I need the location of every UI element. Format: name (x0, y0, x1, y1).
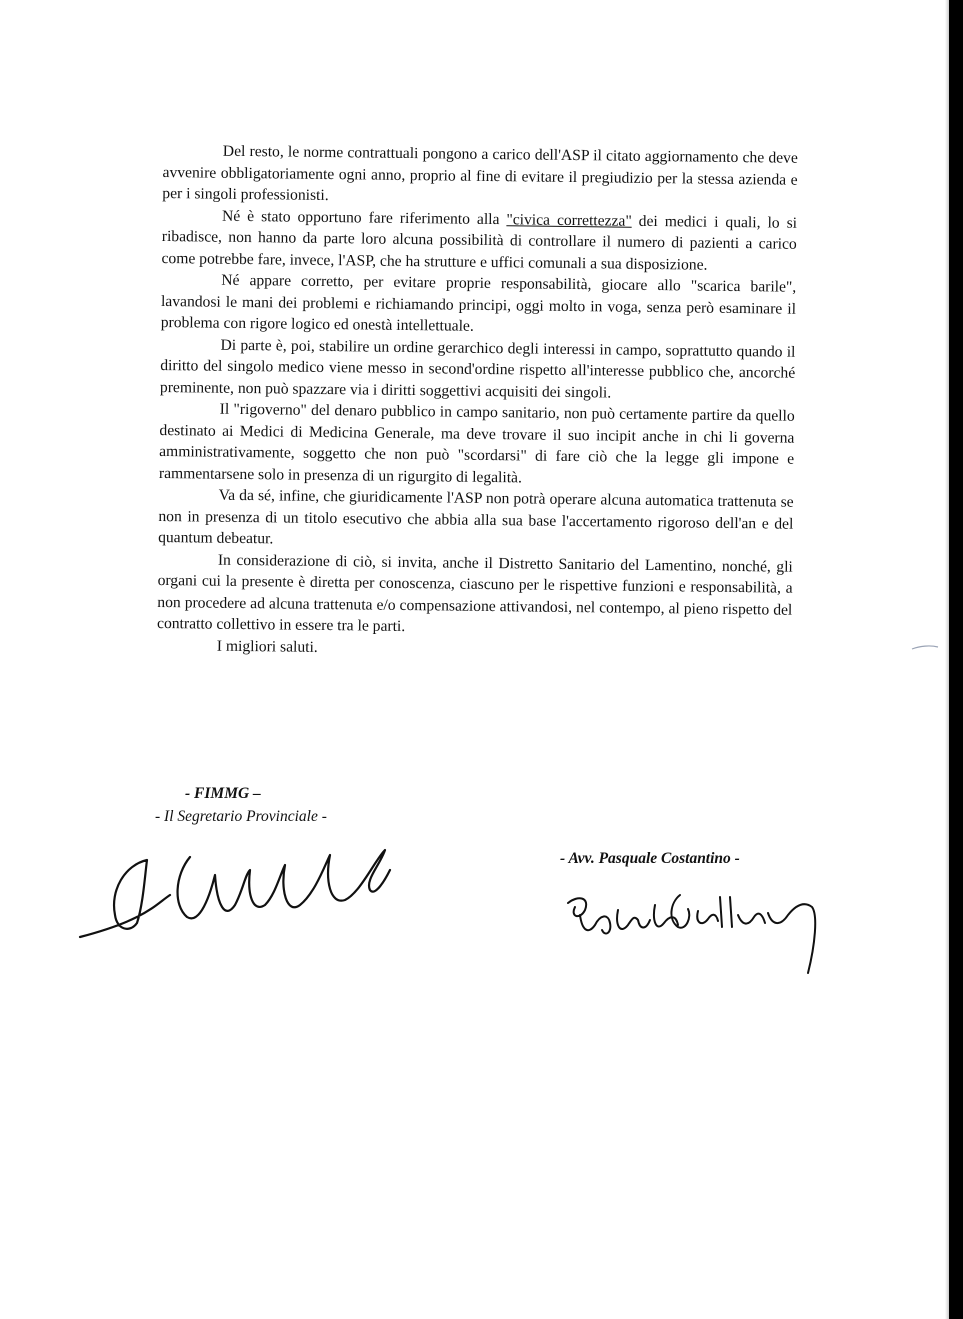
stray-scan-mark (910, 643, 940, 651)
paragraph-7-text: In considerazione di ciò, si invita, anche il Distretto Sanitario del Lamentino, nonché, gli organi cui la presente è diretta per conoscenza, ciascuno per le rispettive funzioni e responsabilità, a non procedere ad alcuna trattenuta e/o compensazione attivandosi, nel contempo, al pieno rispetto del contratto collettivo in essere tra le parti. (156, 551, 793, 635)
paragraph-1-text: Del resto, le norme contrattuali pongono a carico dell'ASP il citato aggiornamento che deve avvenire obbligatoriamente ogni anno, proprio al fine di evitare il pregiudizio per la stessa azienda e per i singoli professionisti. (162, 142, 798, 205)
left-handwritten-signature (75, 835, 395, 945)
paragraph-3-text: Né appare corretto, per evitare proprie responsabilità, giocare allo "scarica barile", lavandosi le mani dei problemi e richiamando principi, oggi molto in voga, senza però esaminare il problema con rigore logico ed onestà intellettuale. (160, 271, 797, 335)
letter-body (157, 140, 798, 664)
paragraph-6 (158, 484, 794, 556)
paragraph-1 (162, 140, 798, 212)
scan-edge-border (949, 0, 963, 1319)
paragraph-2 (161, 204, 797, 276)
right-handwritten-signature (560, 875, 830, 980)
civica-correttezza-underlined: "civica correttezza" (506, 210, 632, 230)
paragraph-2-text-start: Né è stato opportuno fare riferimento alla (221, 207, 507, 228)
signatory-organization: - FIMMG – (185, 785, 261, 802)
paragraph-5 (159, 398, 795, 492)
paragraph-5-text: Il "rigoverno" del denaro pubblico in campo sanitario, non può certamente partire da quello destinato ai Medici di Medicina Generale, ma deve trovare il suo incipit anche in chi li governa amministrativamente, soggetto che non può "scordarsi" di fare ciò che la legge gli impone e rammentarsene solo in presenza di un rigurgito di legalità. (158, 400, 795, 486)
right-signatory-name: - Avv. Pasquale Costantino - (560, 850, 740, 867)
paragraph-4 (160, 333, 796, 405)
paragraph-7 (157, 548, 793, 642)
closing-greeting: I migliori saluti. (216, 637, 318, 656)
left-signature-block (155, 782, 415, 828)
paragraph-3 (161, 269, 797, 341)
paragraph-2-text-end: dei medici i quali, lo si ribadisce, non hanno da parte loro alcuna possibilità di controllare il numero di pazienti a carico come potrebbe fare, invece, l'ASP, che ha strutture e uffici comunali a sua disposizione. (161, 212, 798, 274)
paragraph-4-text: Di parte è, poi, stabilire un ordine gerarchico degli interessi in campo, soprattutto quando il diritto del singolo medico viene messo in second'ordine rispetto all'interesse pubblico che, ancorché preminente, non può spazzare via i diritti soggettivi acquisiti dei singoli. (159, 336, 796, 401)
paragraph-6-text: Va da sé, infine, che giuridicamente l'ASP non potrà operare alcuna automatica trattenuta se non in presenza di un titolo esecutivo che abbia alla sua base l'accertamento rigoroso dell'an e del quantum debeatur. (158, 486, 794, 548)
signatory-title: - Il Segretario Provinciale - (155, 808, 327, 825)
